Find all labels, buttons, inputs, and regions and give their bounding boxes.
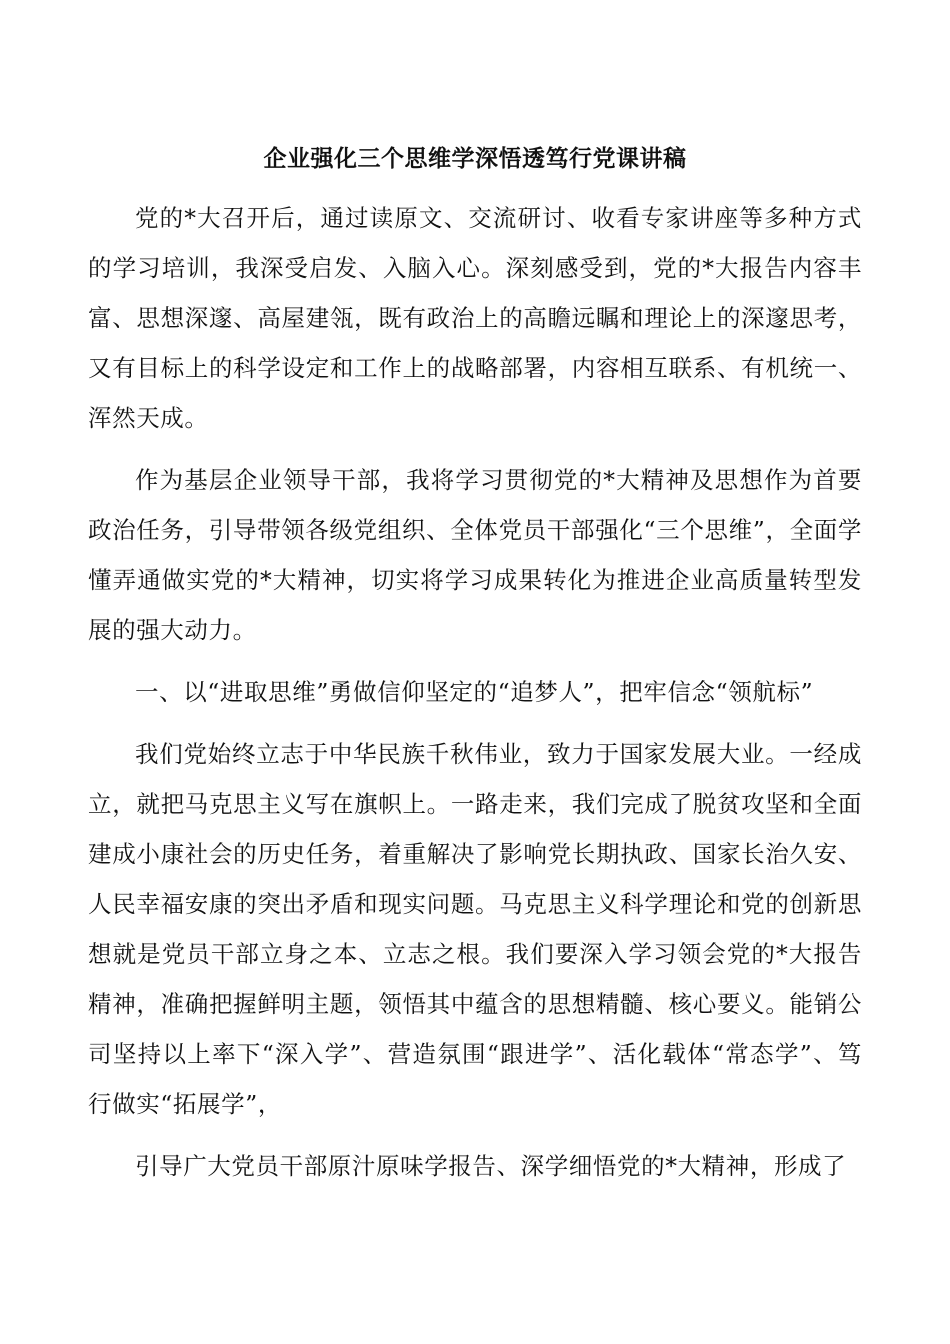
section-heading-1: 一、以“进取思维”勇做信仰坚定的“追梦人”，把牢信念“领航标”: [135, 678, 814, 706]
document-title: 企业强化三个思维学深悟透笃行党课讲稿: [263, 145, 687, 172]
document-body: [88, 193, 862, 1203]
paragraph-continuation: 引导广大党员干部原汁原味学报告、深学细悟党的*大精神，形成了: [135, 1152, 847, 1180]
paragraph-intro: 党的*大召开后，通过读原文、交流研讨、收看专家讲座等多种方式的学习培训，我深受启发、入脑入心。深刻感受到，党的*大报告内容丰富、思想深邃、高屋建瓴，既有政治上的高瞻远瞩和理论上的深邃思考，又有目标上的科学设定和工作上的战略部署，内容相互联系、有机统一、浑然天成。: [88, 204, 862, 432]
paragraph-section-1: 我们党始终立志于中华民族千秋伟业，致力于国家发展大业。一经成立，就把马克思主义写在旗帜上。一路走来，我们完成了脱贫攻坚和全面建成小康社会的历史任务，着重解决了影响党长期执政、国家长治久安、人民幸福安康的突出矛盾和现实问题。马克思主义科学理论和党的创新思想就是党员干部立身之本、立志之根。我们要深入学习领会党的*大报告精神，准确把握鲜明主题，领悟其中蕴含的思想精髓、核心要义。能销公司坚持以上率下“深入学”、营造氛围“跟进学”、活化载体“常态学”、笃行做实“拓展学”，: [88, 740, 862, 1118]
paragraph-commitment: 作为基层企业领导干部，我将学习贯彻党的*大精神及思想作为首要政治任务，引导带领各级党组织、全体党员干部强化“三个思维”，全面学懂弄通做实党的*大精神，切实将学习成果转化为推进企业高质量转型发展的强大动力。: [88, 466, 862, 644]
